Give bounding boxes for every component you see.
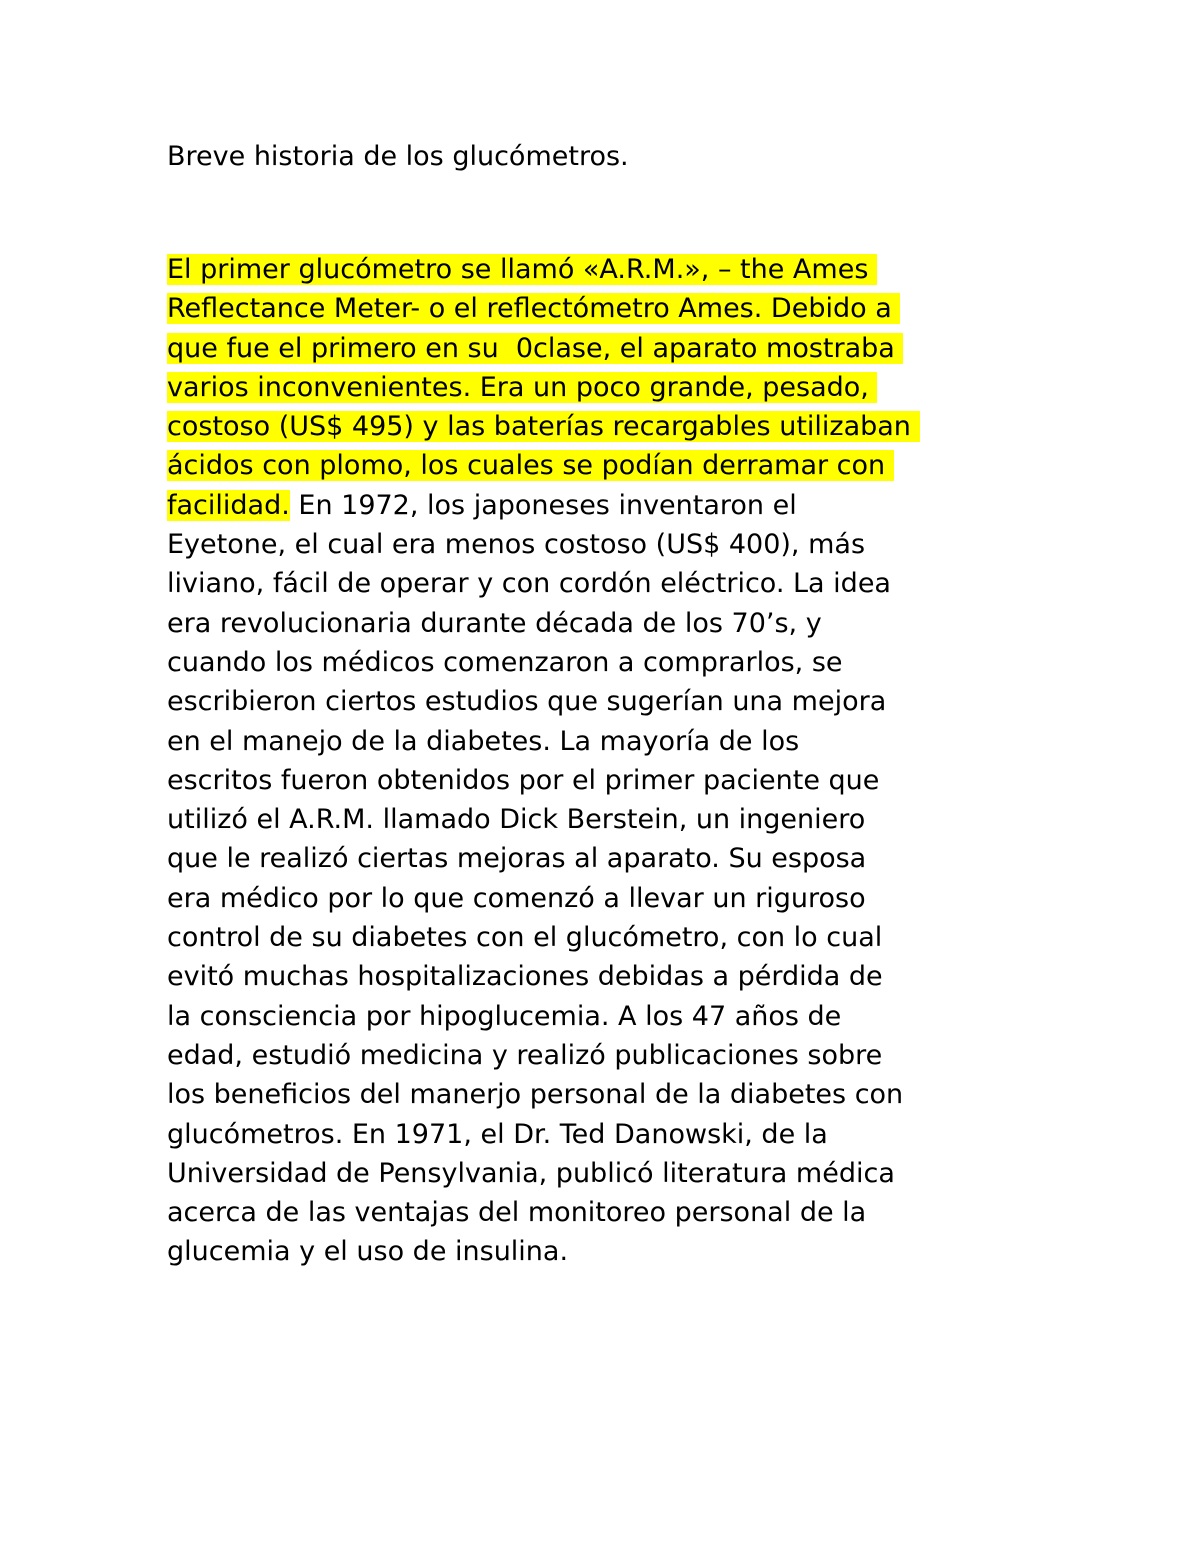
paragraph-line: [167, 329, 1047, 368]
plain-text: escritos fueron obtenidos por el primer paciente que: [167, 764, 880, 796]
paragraph-line: [167, 761, 1047, 800]
plain-text: la consciencia por hipoglucemia. A los 47 años de: [167, 1000, 842, 1032]
paragraph-line: [167, 682, 1047, 721]
paragraph-line: [167, 643, 1047, 682]
paragraph-line: [167, 1036, 1047, 1075]
paragraph-line: [167, 1115, 1047, 1154]
paragraph-line: [167, 879, 1047, 918]
plain-text: los beneficios del manerjo personal de la diabetes con: [167, 1079, 904, 1111]
highlighted-text: costoso (US$ 495) y las baterías recargables utilizaban: [167, 411, 920, 443]
paragraph-line: [167, 564, 1047, 603]
paragraph-line: [167, 289, 1047, 328]
paragraph-line: [167, 997, 1047, 1036]
paragraph-line: [167, 839, 1047, 878]
document-paragraph: [167, 250, 1047, 1272]
plain-text: evitó muchas hospitalizaciones debidas a pérdida de: [167, 961, 883, 993]
plain-text: utilizó el A.R.M. llamado Dick Berstein, un ingeniero: [167, 804, 866, 836]
paragraph-line: [167, 446, 1047, 485]
paragraph-line: [167, 1154, 1047, 1193]
plain-text: glucemia y el uso de insulina.: [167, 1236, 569, 1268]
plain-text: control de su diabetes con el glucómetro, con lo cual: [167, 922, 883, 954]
paragraph-line: [167, 1075, 1047, 1114]
paragraph-line: [167, 486, 1047, 525]
highlighted-text: facilidad.: [167, 489, 290, 521]
paragraph-line: [167, 918, 1047, 957]
paragraph-line: [167, 604, 1047, 643]
highlighted-text: que fue el primero en su 0clase, el aparato mostraba: [167, 332, 904, 364]
plain-text: edad, estudió medicina y realizó publicaciones sobre: [167, 1039, 883, 1071]
document-title: Breve historia de los glucómetros.: [167, 141, 629, 172]
plain-text: era médico por lo que comenzó a llevar un riguroso: [167, 882, 866, 914]
plain-text: acerca de las ventajas del monitoreo personal de la: [167, 1197, 867, 1229]
plain-text: liviano, fácil de operar y con cordón eléctrico. La idea: [167, 568, 891, 600]
highlighted-text: ácidos con plomo, los cuales se podían derramar con: [167, 450, 894, 482]
plain-text: era revolucionaria durante década de los 70’s, y: [167, 607, 822, 639]
plain-text: Universidad de Pensylvania, publicó literatura médica: [167, 1157, 895, 1189]
plain-text: escribieron ciertos estudios que sugerían una mejora: [167, 686, 887, 718]
plain-text: En 1972, los japoneses inventaron el: [289, 489, 797, 521]
paragraph-line: [167, 1232, 1047, 1271]
plain-text: cuando los médicos comenzaron a comprarlos, se: [167, 646, 843, 678]
paragraph-line: [167, 957, 1047, 996]
paragraph-line: [167, 800, 1047, 839]
paragraph-line: [167, 722, 1047, 761]
plain-text: en el manejo de la diabetes. La mayoría de los: [167, 725, 800, 757]
paragraph-line: [167, 525, 1047, 564]
paragraph-line: [167, 1193, 1047, 1232]
paragraph-line: [167, 407, 1047, 446]
highlighted-text: varios inconvenientes. Era un poco grande, pesado,: [167, 371, 878, 403]
plain-text: Eyetone, el cual era menos costoso (US$ 400), más: [167, 529, 866, 561]
paragraph-line: [167, 250, 1047, 289]
paragraph-line: [167, 368, 1047, 407]
highlighted-text: Reflectance Meter- o el reflectómetro Ames. Debido a: [167, 293, 901, 325]
plain-text: glucómetros. En 1971, el Dr. Ted Danowski, de la: [167, 1118, 828, 1150]
plain-text: que le realizó ciertas mejoras al aparato. Su esposa: [167, 843, 867, 875]
highlighted-text: El primer glucómetro se llamó «A.R.M.», – the Ames: [167, 254, 877, 285]
